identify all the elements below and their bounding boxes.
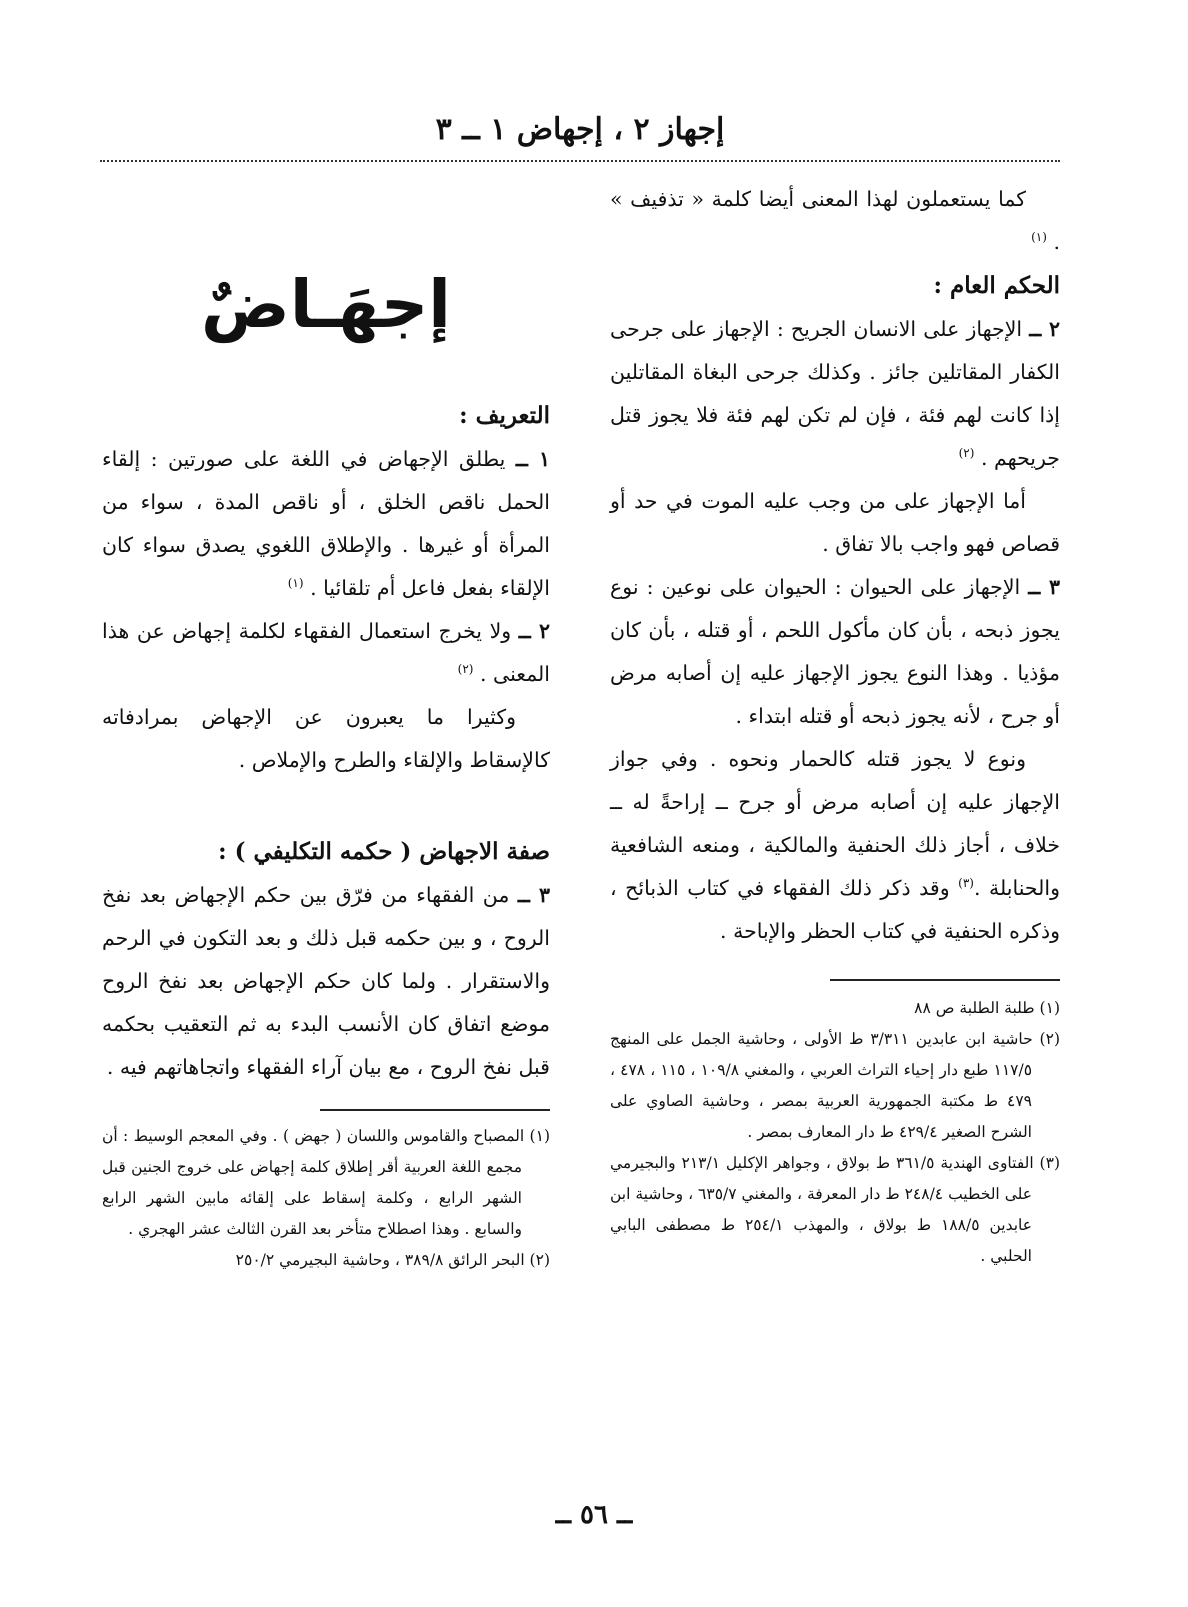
paragraph-number: ١ ــ [515, 447, 550, 471]
running-header: إجهاز ٢ ، إجهاض ١ ــ ٣ [435, 112, 725, 147]
section-heading-general-ruling: الحكم العام : [933, 272, 1060, 299]
footnote-ref: (٢) [958, 446, 975, 461]
paragraph-number: ٢ ــ [1029, 317, 1060, 341]
footnote-ref: (٢) [457, 662, 474, 677]
paragraph-2b: وكثيرا ما يعبرون عن الإجهاض بمرادفاته كالإسقاط والإلقاء والطرح والإملاص . [102, 705, 550, 772]
left-column [102, 178, 550, 1276]
footnote-3: (٣) الفتاوى الهندية ٣٦١/٥ ط بولاق ، وجواهر الإكليل ٢١٣/١ والبجيرمي على الخطيب ٢٤٨/٤ ط دار المعرفة ، والمغني ٦٣٥/٧ ، وحاشية ابن عابدين ١٨٨/٥ ط بولاق ، والمهذب ٢٥٤/١ ط مصطفى البابي الحلبي . [610, 1154, 1060, 1265]
footnote-1: (١) طلبة الطلبة ص ٨٨ [914, 999, 1060, 1017]
paragraph-number: ٣ ــ [1028, 575, 1060, 599]
paragraph-3: ٣ ــ الإجهاز على الحيوان : الحيوان على نوعين : نوع يجوز ذبحه ، بأن كان مأكول اللحم ، أو قتله ، بأن كان مؤذيا . وهذا النوع يجوز الإجهاز عليه إن أصابه مرض أو جرح ، لأنه يجوز ذبحه أو قتله ابتداء . [610, 575, 1060, 728]
footnote-ref: (٣) [958, 876, 974, 891]
intro-paragraph: كما يستعملون لهذا المعنى أيضا كلمة « تذفيف » . $^{(١)}$ [610, 187, 1060, 254]
footnote-ref: (١) [1031, 230, 1047, 245]
entry-title: إجهَـاضٌ [201, 266, 451, 343]
footnote-2: (٢) حاشية ابن عابدين ٣/٣١١ ط الأولى ، وحاشية الجمل على المنهج ١١٧/٥ طبع دار إحياء التراث العربي ، والمغني ١٠٩/٨ ، ١١٥ ، ٤٧٨ ، ٤٧٩ ط مكتبة الجمهورية العربية بمصر ، وحاشية الصاوي على الشرح الصغير ٤٢٩/٤ ط دار المعارف بمصر . [610, 1030, 1060, 1141]
paragraph-2: ٢ ــ الإجهاز على الانسان الجريح : الإجهاز على جرحى الكفار المقاتلين جائز . وكذلك جرحى البغاة المقاتلين إذا كانت لهم فئة ، فإن لم تكن لهم فئة فلا يجوز قتل جريحهم . $^{(٢)}$ [610, 317, 1060, 470]
footnote-1: (١) المصباح والقاموس واللسان ( جهض ) . وفي المعجم الوسيط : أن مجمع اللغة العربية أقر إطلاق كلمة إجهاض على خروج الجنين قبل الشهر الرابع ، وكلمة إسقاط على إلقائه مابين الشهر الرابع والسابع . وهذا اصطلاح متأخر بعد القرن الثالث عشر الهجري . [102, 1127, 550, 1238]
paragraph-2b: أما الإجهاز على من وجب عليه الموت في حد أو قصاص فهو واجب بالا تفاق . [610, 489, 1060, 556]
page-number: ــ ٥٦ ــ [555, 1500, 633, 1530]
paragraph-number: ٣ ــ [517, 883, 550, 907]
footnote-ref: (١) [287, 576, 304, 591]
paragraph-number: ٢ ــ [518, 619, 550, 643]
header-dotted-rule [100, 160, 1060, 162]
section-heading-ruling: صفة الاجهاض ( حكمه التكليفي ) : [218, 838, 550, 865]
paragraph-1: ١ ــ يطلق الإجهاض في اللغة على صورتين : إلقاء الحمل ناقص الخلق ، أو ناقص المدة ، سواء من المرأة أو غيرها . والإطلاق اللغوي يصدق سواء كان الإلقاء بفعل فاعل أم تلقائيا . $^{(١)}$ [102, 447, 550, 600]
footnote-2: (٢) البحر الرائق ٣٨٩/٨ ، وحاشية البجيرمي ٢٥٠/٢ [235, 1251, 550, 1269]
right-column [610, 178, 1060, 1272]
paragraph-2: ٢ ــ ولا يخرج استعمال الفقهاء لكلمة إجهاض عن هذا المعنى . $^{(٢)}$ [102, 619, 550, 686]
section-heading-definition: التعريف : [459, 402, 550, 429]
paragraph-3b: ونوع لا يجوز قتله كالحمار ونحوه . وفي جواز الإجهاز عليه إن أصابه مرض أو جرح ــ إراحةً له ــ خلاف ، أجاز ذلك الحنفية والمالكية ، ومنعه الشافعية والحنابلة .$^{(٣)}$ وقد ذكر ذلك الفقهاء في كتاب الذبائح ، وذكره الحنفية في كتاب الحظر والإباحة . [610, 747, 1060, 943]
paragraph-3: ٣ ــ من الفقهاء من فرّق بين حكم الإجهاض بعد نفخ الروح ، و بين حكمه قبل ذلك و بعد التكون في الرحم والاستقرار . ولما كان حكم الإجهاض بعد نفخ الروح موضع اتفاق كان الأنسب البدء به ثم التعقيب بحكمه قبل نفخ الروح ، مع بيان آراء الفقهاء واتجاهاتهم فيه . [102, 883, 550, 1079]
